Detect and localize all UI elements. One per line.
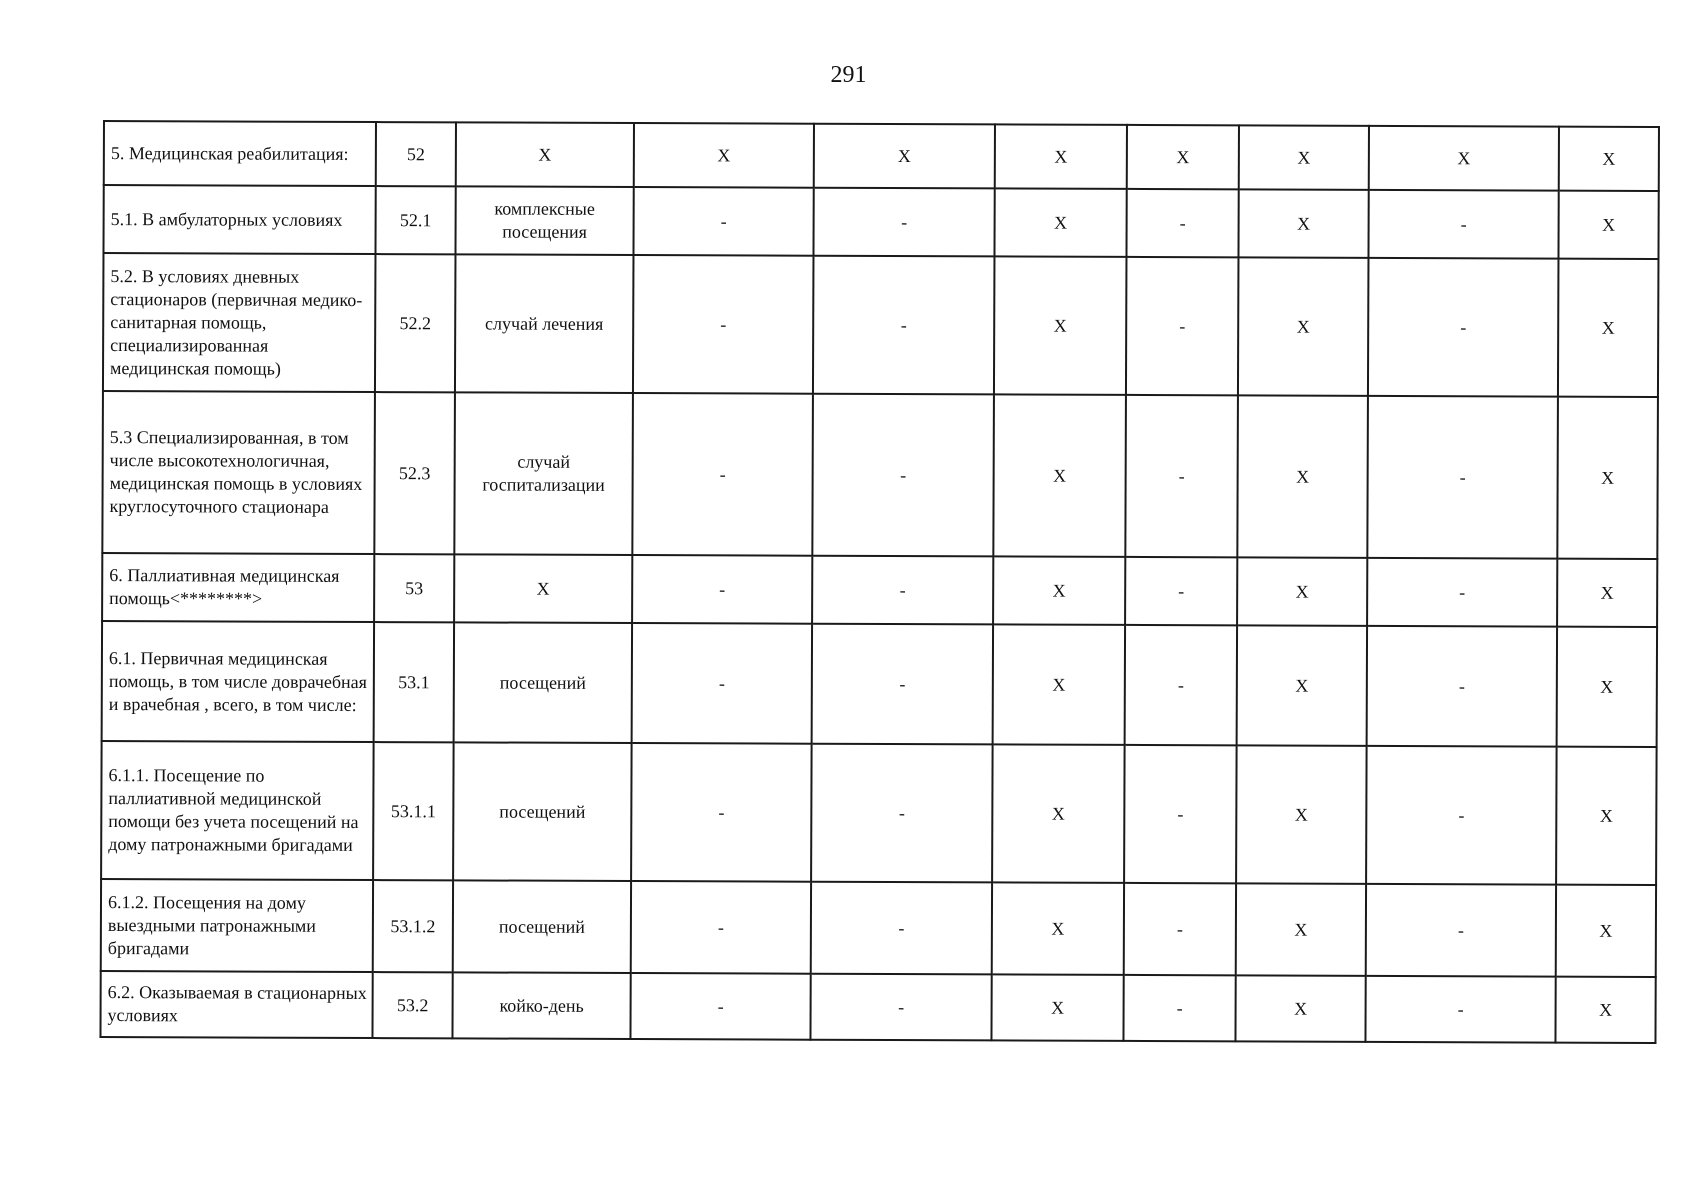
row-value-cell: X [992,882,1124,975]
row-unit-cell: посещений [453,880,631,973]
row-value-cell: X [1558,191,1658,259]
row-value-cell: X [814,124,995,189]
row-value-cell: - [1366,884,1556,977]
row-unit-cell: посещений [453,742,632,881]
table-row [103,253,1659,397]
row-value-cell: X [994,188,1126,257]
row-value-cell: - [1367,626,1557,747]
row-name-cell: 6. Паллиативная медицинская помощь<********> [102,553,374,622]
row-code-cell: 53.2 [372,972,452,1038]
row-unit-cell: случай госпитализации [454,392,633,555]
row-value-cell: X [1369,126,1559,191]
row-value-cell: - [1125,395,1238,557]
row-name-cell: 5. Медицинская реабилитация: [104,121,376,186]
row-unit-cell: X [454,554,632,623]
table-row [101,741,1657,885]
row-value-cell: X [1556,747,1657,885]
row-value-cell: - [631,743,812,882]
row-value-cell: - [1368,258,1559,397]
row-value-cell: - [1124,883,1236,975]
row-value-cell: - [1126,189,1238,257]
row-value-cell: - [633,187,813,256]
row-value-cell: - [632,555,812,624]
row-name-cell: 5.3 Специализированная, в том числе высокотехнологичная, медицинская помощь в условиях круглосуточного стационара [102,391,375,554]
row-value-cell: X [1237,557,1367,625]
row-value-cell: X [1558,259,1659,397]
row-value-cell: - [630,973,810,1040]
row-unit-cell: X [456,122,634,187]
row-value-cell: X [992,744,1125,883]
row-value-cell: X [994,256,1127,395]
data-table [99,120,1660,1044]
row-value-cell: X [993,624,1125,745]
row-code-cell: 53 [374,554,454,622]
row-name-cell: 6.2. Оказываемая в стационарных условиях [100,971,372,1038]
table-row [101,879,1656,977]
row-value-cell: - [812,624,993,745]
row-value-cell: X [1557,397,1658,559]
row-value-cell: X [1235,975,1365,1041]
row-name-cell: 5.2. В условиях дневных стационаров (первичная медико-санитарная помощь, специализированная медицинская помощь) [103,253,376,392]
row-unit-cell: случай лечения [455,254,634,393]
row-value-cell: X [993,394,1126,557]
row-value-cell: X [993,556,1125,625]
row-value-cell: X [1237,625,1367,745]
row-value-cell: - [1367,396,1558,559]
row-value-cell: - [632,393,813,556]
row-code-cell: 53.1.2 [373,880,453,972]
row-value-cell: X [1236,745,1367,883]
row-value-cell: - [1366,746,1557,885]
row-value-cell: - [813,188,994,257]
row-value-cell: - [1367,558,1557,627]
row-unit-cell: койко-день [452,972,630,1039]
row-value-cell: X [991,974,1123,1041]
row-value-cell: - [1123,975,1235,1041]
row-unit-cell: комплексные посещения [455,186,633,255]
row-value-cell: X [1557,559,1657,627]
row-value-cell: - [1124,745,1237,883]
row-code-cell: 53.1.1 [373,742,454,880]
row-value-cell: X [1238,257,1369,395]
row-value-cell: - [811,744,993,883]
row-value-cell: X [1127,125,1239,189]
row-value-cell: X [995,124,1127,189]
row-value-cell: - [812,394,994,557]
row-code-cell: 53.1 [374,622,454,742]
row-code-cell: 52.1 [375,186,455,254]
row-value-cell: - [632,623,812,744]
row-value-cell: - [810,974,991,1041]
row-value-cell: - [813,256,995,395]
table-row [100,971,1655,1043]
row-value-cell: X [1555,977,1655,1043]
row-name-cell: 5.1. В амбулаторных условиях [103,185,375,254]
row-value-cell: X [1557,627,1657,747]
row-value-cell: - [631,881,811,974]
table-row [102,391,1658,559]
row-value-cell: - [633,255,814,394]
row-value-cell: X [1238,189,1368,257]
row-value-cell: - [1125,557,1237,625]
row-value-cell: X [1239,125,1369,189]
page-number: 291 [830,62,867,88]
row-name-cell: 6.1. Первичная медицинская помощь, в том числе доврачебная и врачебная , всего, в том числе: [102,621,374,742]
row-unit-cell: посещений [454,622,632,743]
row-value-cell: - [1365,976,1555,1043]
row-name-cell: 6.1.2. Посещения на дому выездными патронажными бригадами [101,879,373,972]
row-value-cell: - [1126,257,1239,395]
row-value-cell: - [1368,190,1558,259]
row-code-cell: 52.2 [375,254,456,392]
table-row [103,185,1658,259]
row-name-cell: 6.1.1. Посещение по паллиативной медицинской помощи без учета посещений на дому патронажными бригадами [101,741,374,880]
row-value-cell: - [812,556,993,625]
row-code-cell: 52.3 [374,392,455,554]
row-value-cell: X [1237,395,1368,557]
row-value-cell: - [811,882,992,975]
row-value-cell: X [1236,883,1366,975]
row-value-cell: X [1556,885,1656,977]
table-row [104,121,1659,191]
row-value-cell: X [634,123,814,188]
table-row [102,621,1657,747]
row-value-cell: X [1559,127,1659,191]
row-code-cell: 52 [376,122,456,186]
row-value-cell: - [1125,625,1237,745]
table-row [102,553,1657,627]
